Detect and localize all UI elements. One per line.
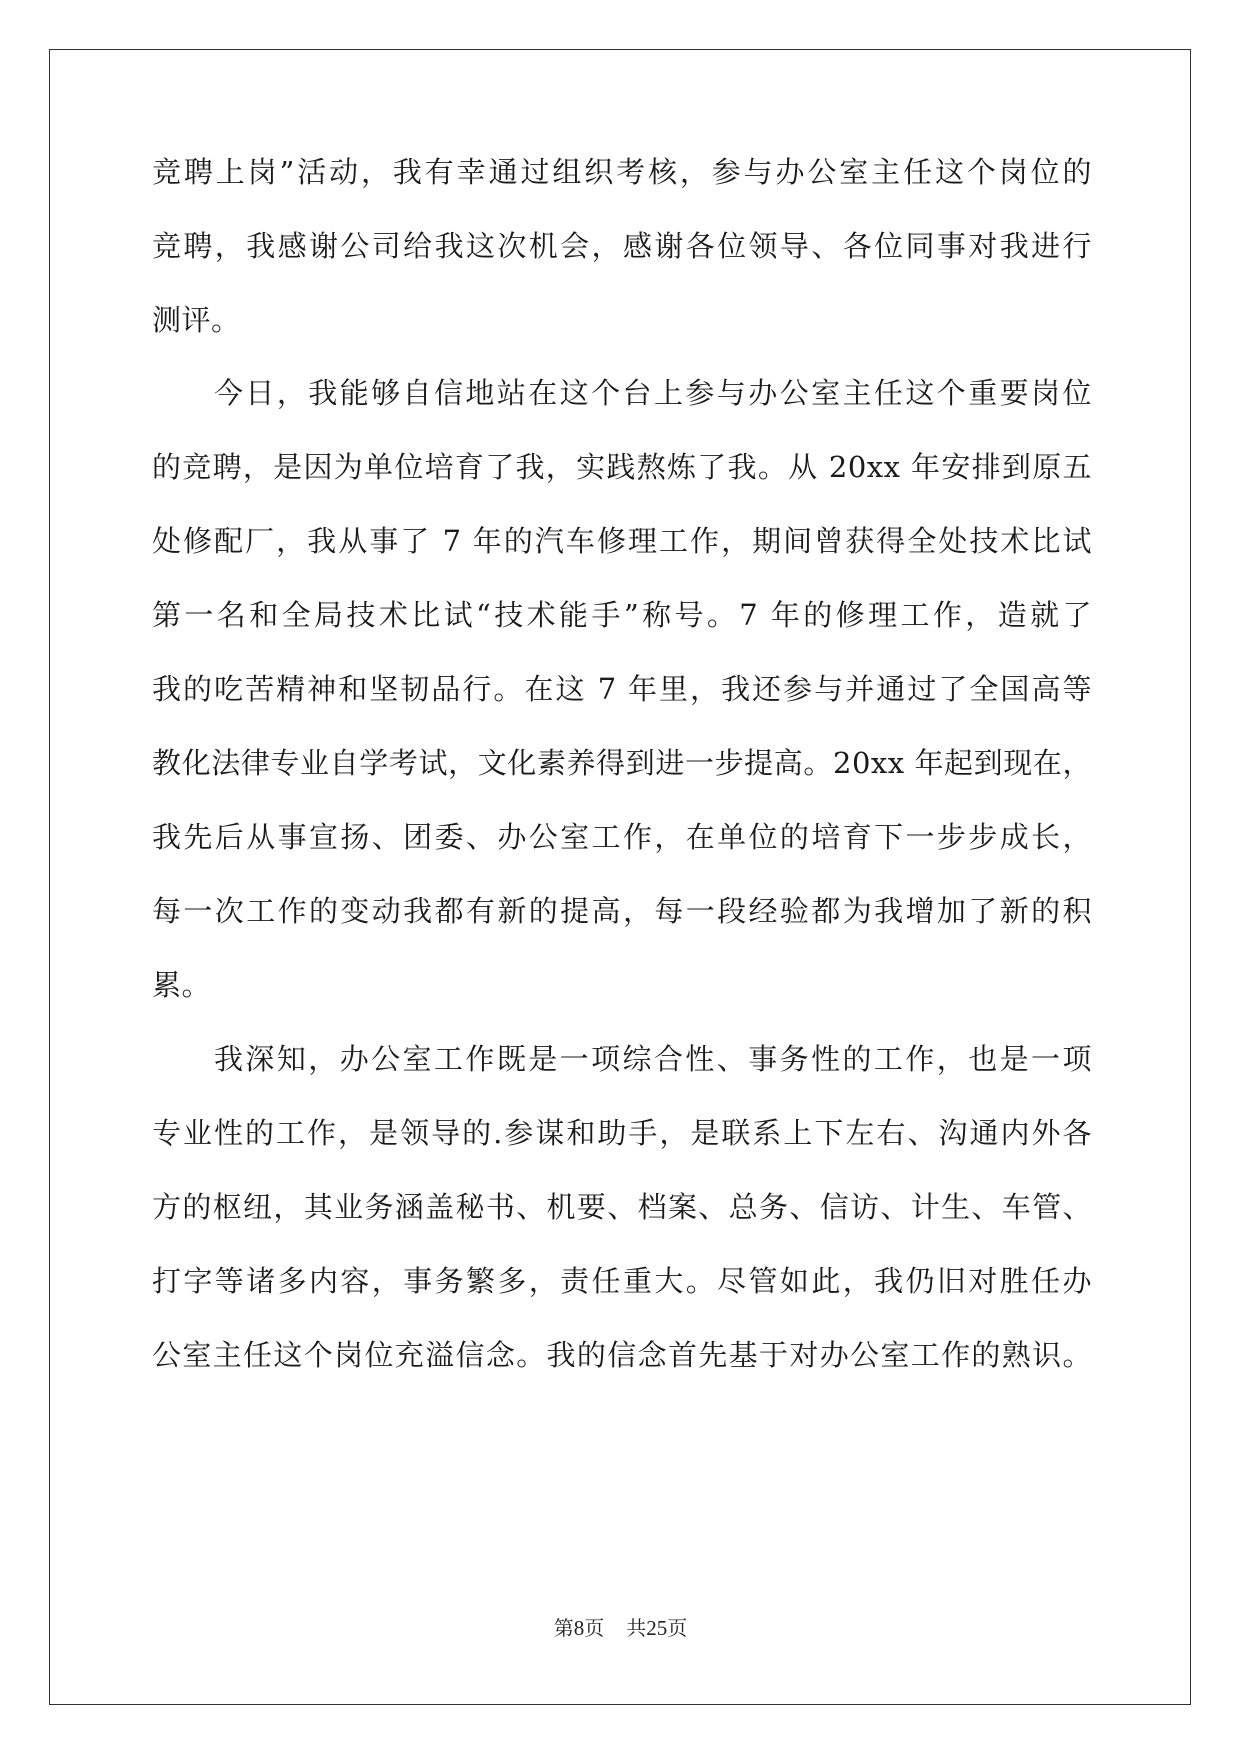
text-line: 的竞聘，是因为单位培育了我，实践熬炼了我。从 20xx 年安排到原五	[152, 450, 1092, 484]
text-line: 教化法律专业自学考试，文化素养得到进一步提高。20xx 年起到现在，	[152, 746, 1092, 780]
text-line: 公室主任这个岗位充溢信念。我的信念首先基于对办公室工作的熟识。	[152, 1338, 1092, 1372]
text-line: 每一次工作的变动我都有新的提高，每一段经验都为我增加了新的积	[152, 894, 1092, 928]
total-prefix: 共	[626, 1616, 647, 1640]
page-border	[49, 49, 1191, 1705]
text-line: 专业性的工作，是领导的.参谋和助手，是联系上下左右、沟通内外各	[152, 1116, 1092, 1150]
text-line: 方的枢纽，其业务涵盖秘书、机要、档案、总务、信访、计生、车管、	[152, 1190, 1092, 1224]
text-line: 打字等诸多内容，事务繁多，责任重大。尽管如此，我仍旧对胜任办	[152, 1264, 1092, 1298]
text-line: 我的吃苦精神和坚韧品行。在这 7 年里，我还参与并通过了全国高等	[152, 672, 1092, 706]
page-total: 25	[646, 1616, 668, 1640]
paragraph-first-line: 今日，我能够自信地站在这个台上参与办公室主任这个重要岗位	[214, 376, 1092, 410]
page-prefix: 第	[553, 1616, 574, 1640]
page-footer	[0, 1616, 1241, 1640]
total-unit: 页	[667, 1616, 688, 1640]
text-line: 我先后从事宣扬、团委、办公室工作，在单位的培育下一步步成长，	[152, 820, 1092, 854]
text-line: 竞聘，我感谢公司给我这次机会，感谢各位领导、各位同事对我进行	[152, 229, 1092, 263]
page-unit: 页	[584, 1616, 605, 1640]
page-current: 8	[573, 1616, 585, 1640]
text-line: 测评。	[152, 303, 241, 337]
text-line: 第一名和全局技术比试“技术能手”称号。7 年的修理工作，造就了	[152, 598, 1092, 632]
paragraph-first-line: 我深知，办公室工作既是一项综合性、事务性的工作，也是一项	[214, 1042, 1092, 1076]
text-line: 累。	[152, 968, 212, 1002]
text-line: 竞聘上岗”活动，我有幸通过组织考核，参与办公室主任这个岗位的	[152, 155, 1092, 189]
text-line: 处修配厂，我从事了 7 年的汽车修理工作，期间曾获得全处技术比试	[152, 524, 1092, 558]
